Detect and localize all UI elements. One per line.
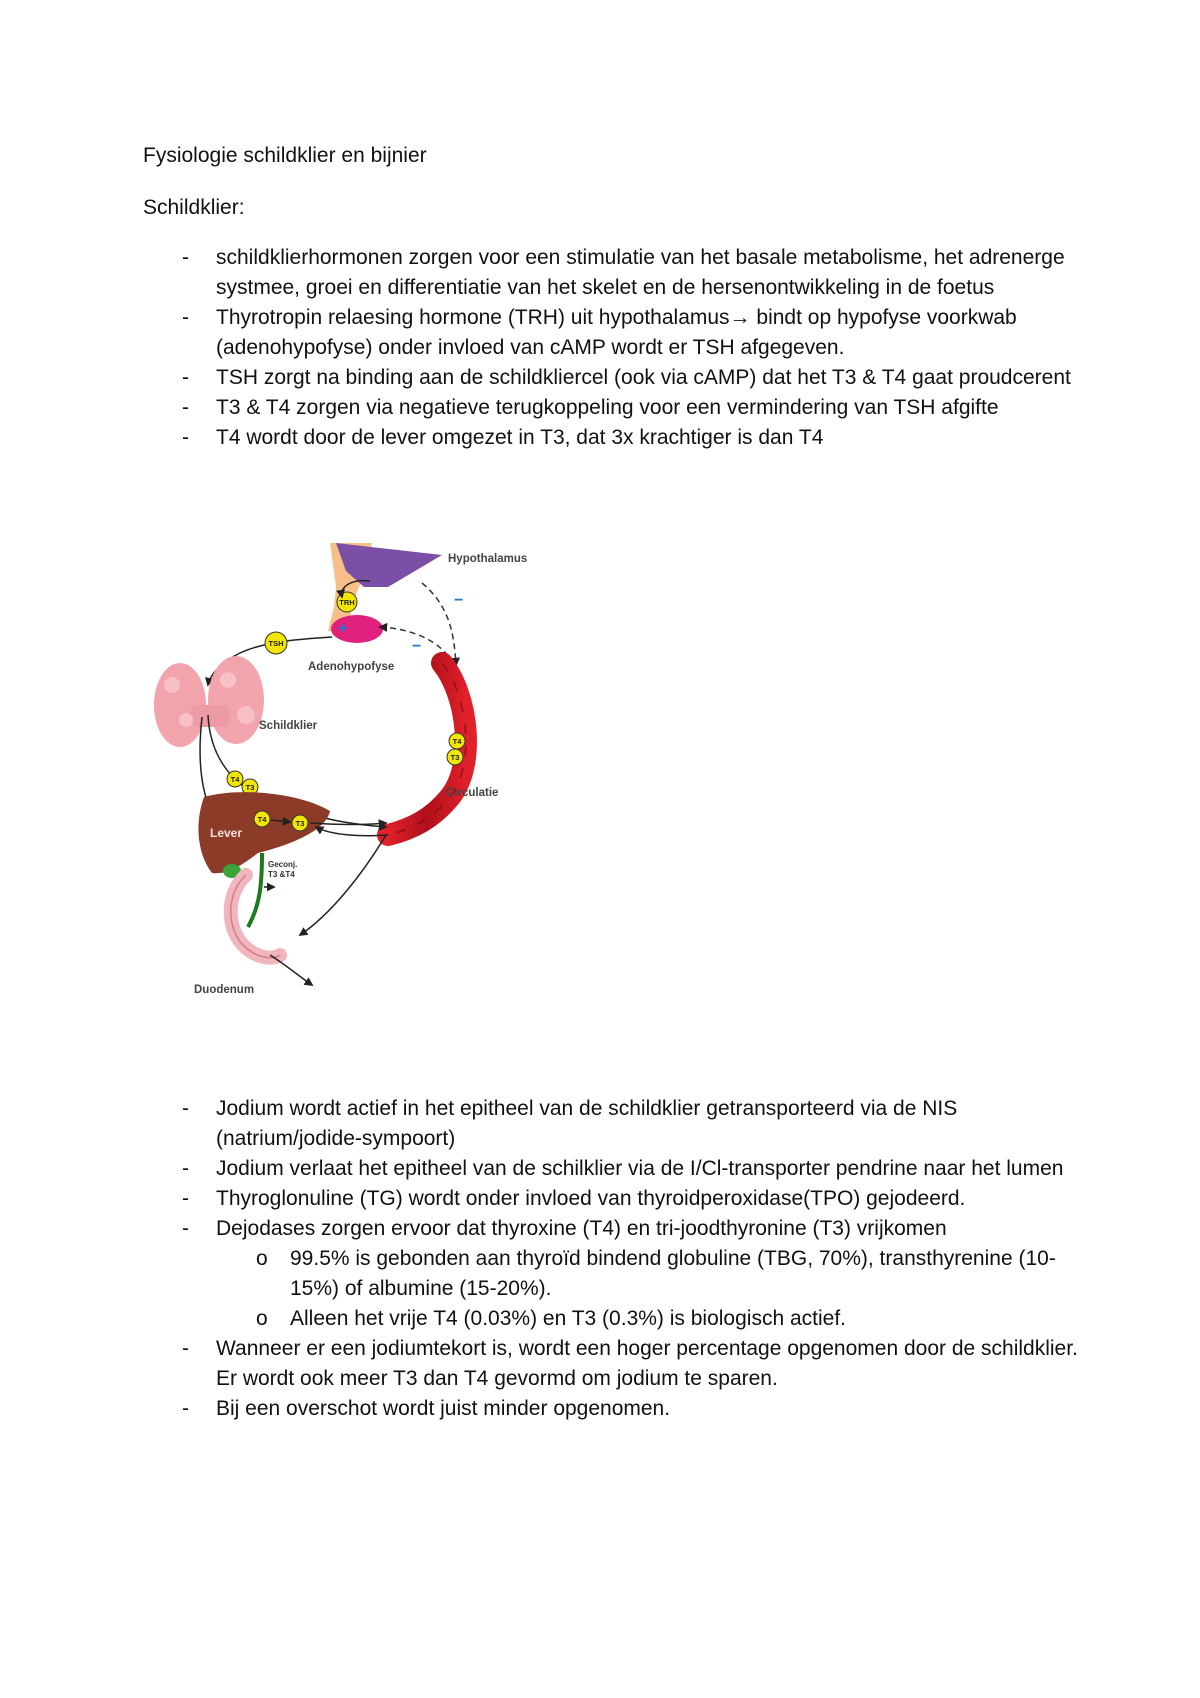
- bullet-list-intro: [182, 243, 1082, 453]
- lever-label: Lever: [210, 826, 243, 840]
- list-item: - Jodium wordt actief in het epitheel van de schildklier getransporteerd via de NIS (natrium/jodide-sympoort): [182, 1094, 1082, 1154]
- list-item: - Wanneer er een jodiumtekort is, wordt een hoger percentage opgenomen door de schildklier. Er wordt ook meer T3 dan T4 gevormd om jodium te sparen.: [182, 1334, 1082, 1394]
- list-item: - Thyrotropin relaesing hormone (TRH) uit hypothalamus→ bindt op hypofyse voorkwab (adenohypofyse) onder invloed van cAMP wordt er TSH afgegeven.: [182, 303, 1082, 363]
- list-item: - T4 wordt door de lever omgezet in T3, dat 3x krachtiger is dan T4: [182, 423, 1082, 453]
- minus-sign-pituitary: −: [412, 638, 422, 655]
- list-item: - schildklierhormonen zorgen voor een stimulatie van het basale metabolisme, het adrenerge systmee, groei en differentiatie van het skelet en de hersenontwikkeling in de foetus: [182, 243, 1082, 303]
- hypothalamus-label: Hypothalamus: [448, 553, 528, 565]
- list-item: - TSH zorgt na binding aan de schildkliercel (ook via cAMP) dat het T3 & T4 gaat proudcerent: [182, 363, 1082, 393]
- sub-list-item: o 99.5% is gebonden aan thyroïd bindend globuline (TBG, 70%), transthyrenine (10-15%) of albumine (15-20%).: [216, 1244, 1082, 1304]
- list-item: - Jodium verlaat het epitheel van de schilklier via de I/Cl-transporter pendrine naar het lumen: [182, 1154, 1082, 1184]
- geconj-label-line2: T3 &T4: [268, 870, 295, 879]
- t3-label: T3: [450, 753, 460, 762]
- geconj-label-line1: Geconj.: [268, 860, 298, 869]
- plus-sign-trh: +: [338, 620, 348, 637]
- duodenum-label: Duodenum: [194, 984, 255, 996]
- t3-label: T3: [245, 783, 255, 792]
- list-item: [182, 1214, 1082, 1334]
- sub-list-item: o Alleen het vrije T4 (0.03%) en T3 (0.3%) is biologisch actief.: [216, 1304, 1082, 1334]
- t4-label: T4: [230, 775, 240, 784]
- sub-bullet-list: [216, 1244, 1082, 1334]
- bullet-list-iodine: [182, 1094, 1082, 1424]
- list-item: - Thyroglonuline (TG) wordt onder invloed van thyroidperoxidase(TPO) gejodeerd.: [182, 1184, 1082, 1214]
- schildklier-label: Schildklier: [259, 720, 318, 732]
- thyroid-feedback-diagram: [150, 535, 570, 1010]
- t4-label: T4: [257, 815, 267, 824]
- section-heading: Schildklier:: [143, 196, 245, 219]
- page-title: Fysiologie schildklier en bijnier: [143, 144, 427, 167]
- t3-label: T3: [295, 819, 305, 828]
- circulatie-label: Circulatie: [446, 787, 499, 799]
- list-item-text: Dejodases zorgen ervoor dat thyroxine (T4) en tri-joodthyronine (T3) vrijkomen: [216, 1217, 947, 1240]
- list-item: - Bij een overschot wordt juist minder opgenomen.: [182, 1394, 1082, 1424]
- list-item: - T3 & T4 zorgen via negatieve terugkoppeling voor een vermindering van TSH afgifte: [182, 393, 1082, 423]
- minus-sign-hypothalamus: −: [454, 592, 464, 609]
- trh-label: TRH: [339, 598, 355, 607]
- thyroid-gland-shape: [154, 656, 264, 747]
- tsh-label: TSH: [268, 639, 284, 648]
- adenohypofyse-label: Adenohypofyse: [308, 661, 395, 673]
- t4-label: T4: [452, 737, 462, 746]
